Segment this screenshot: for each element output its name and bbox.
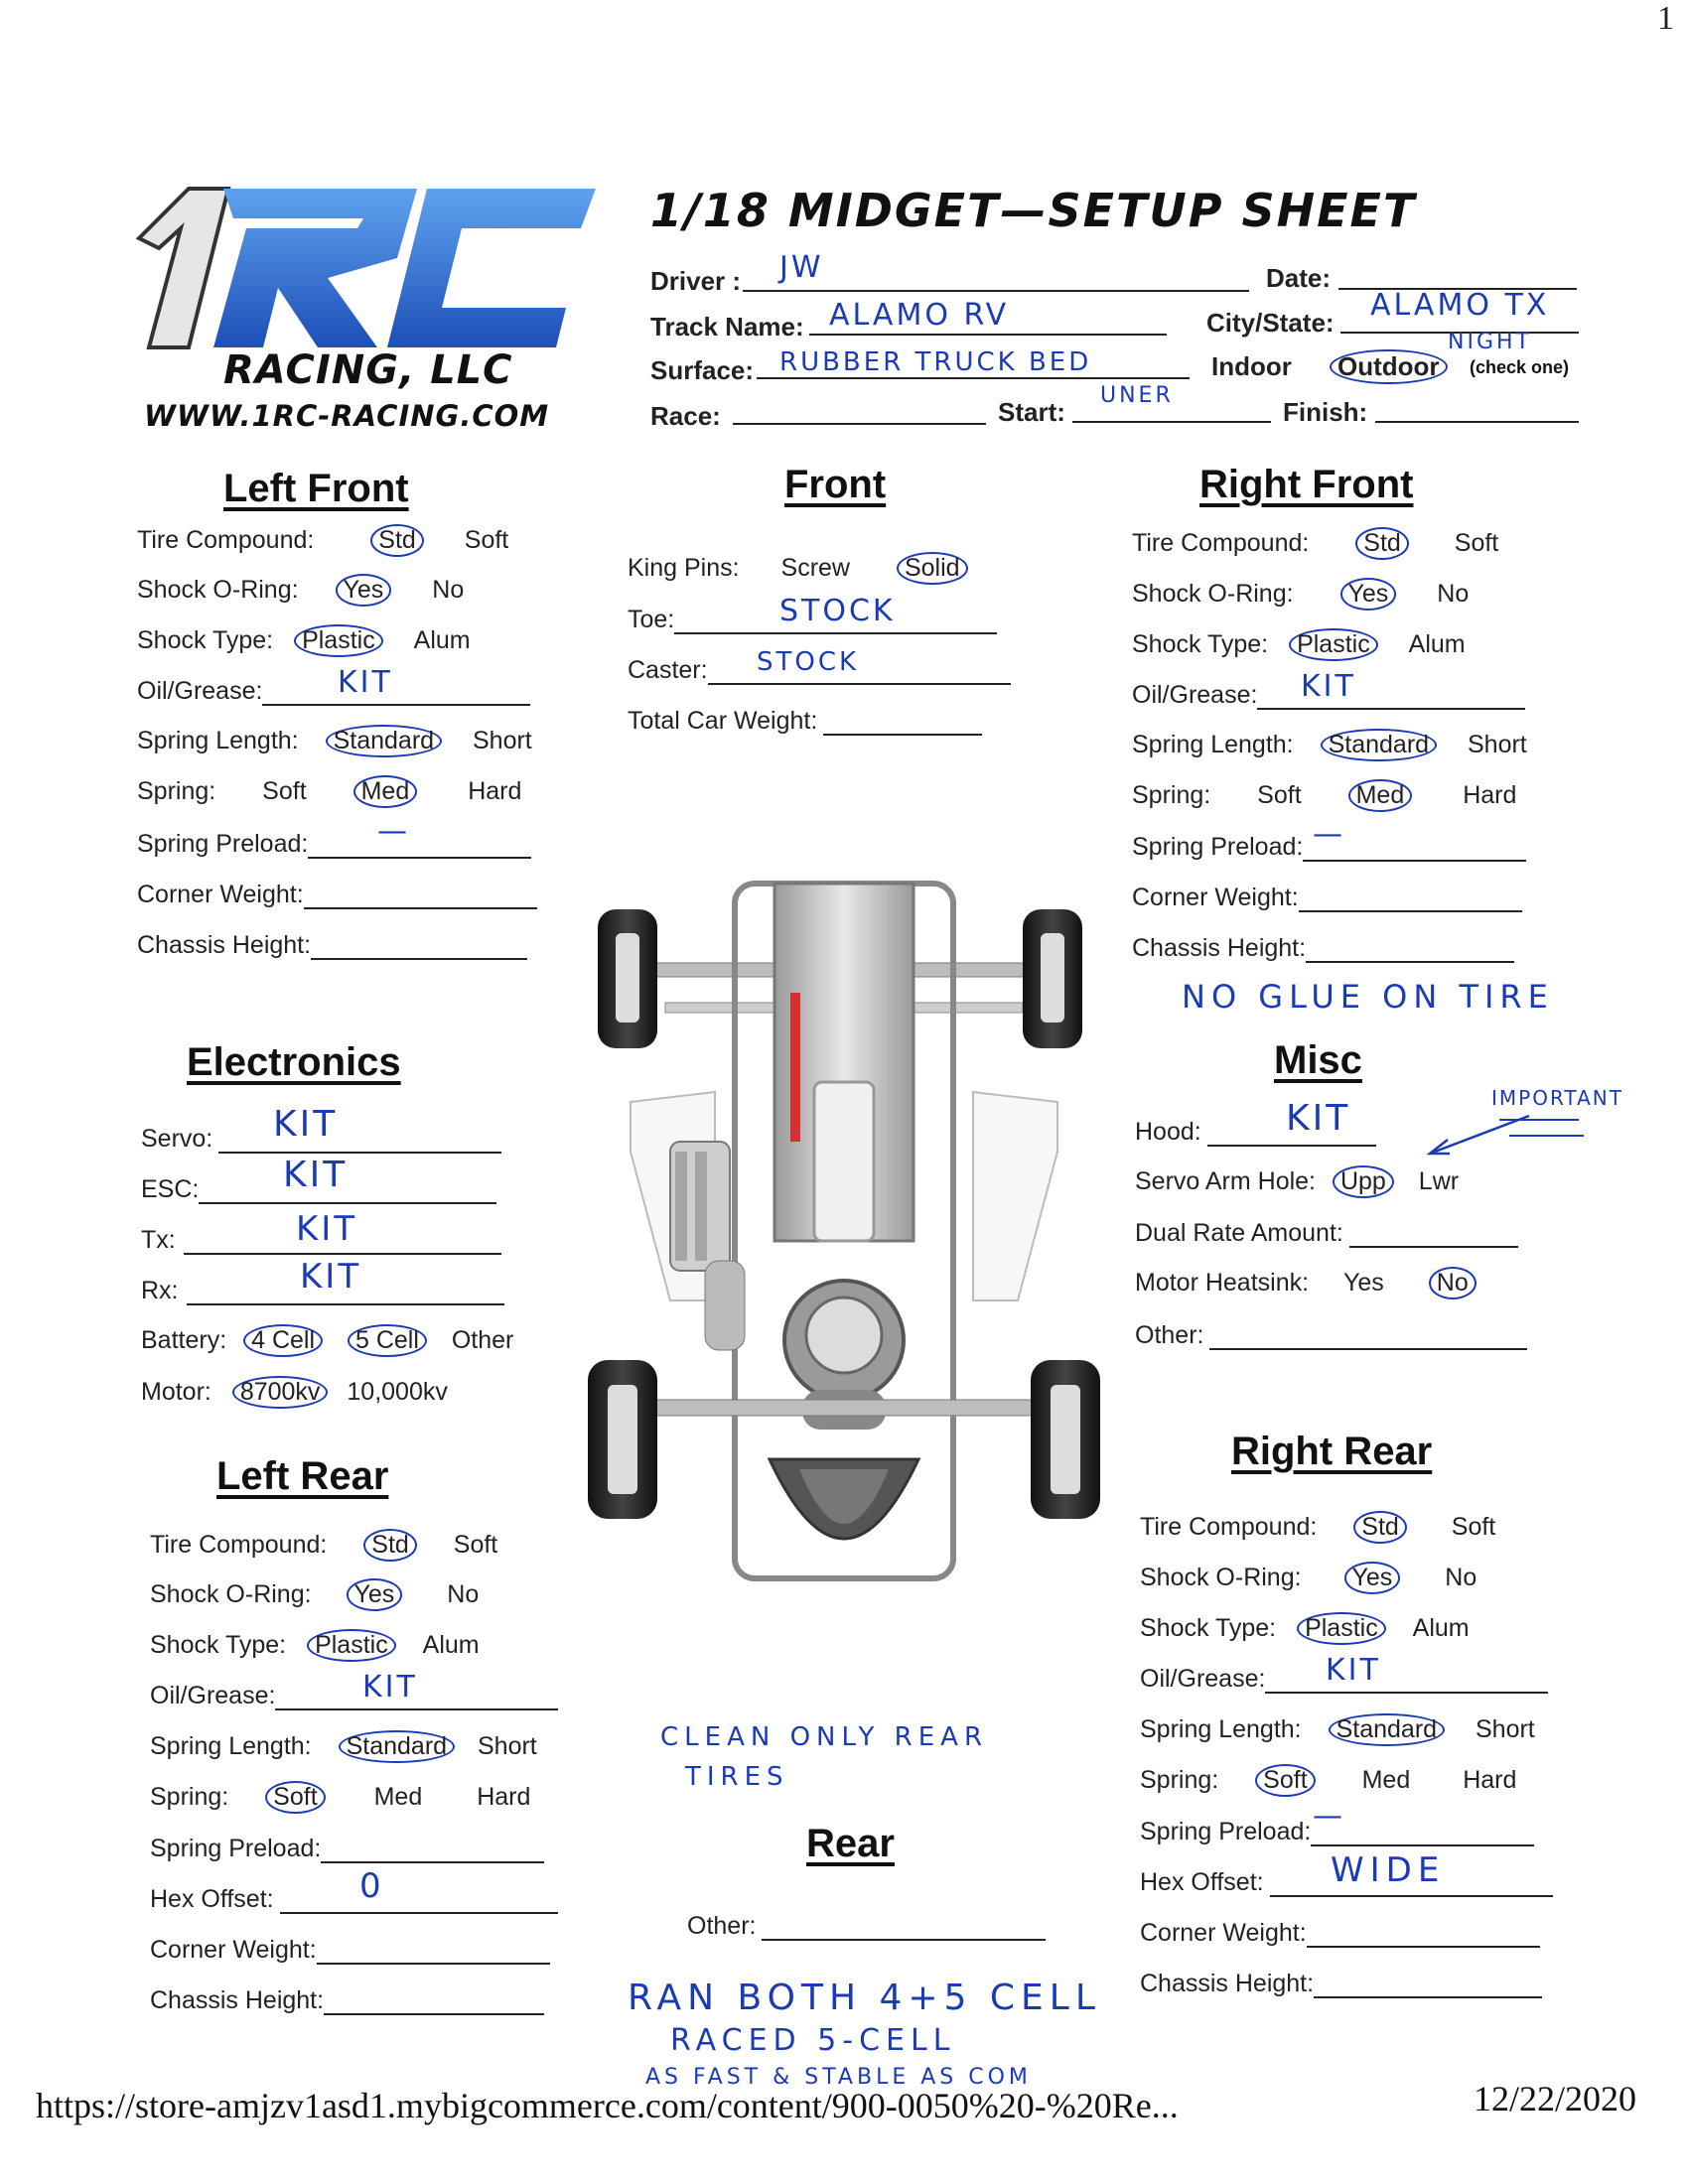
lr-length-short[interactable]: Short — [478, 1732, 537, 1760]
rr-oring-row: Shock O-Ring: Yes No — [1140, 1564, 1477, 1592]
date-field[interactable] — [1338, 258, 1577, 290]
rr-spring-soft[interactable]: Soft — [1255, 1764, 1315, 1797]
lr-hex-field[interactable] — [280, 1886, 558, 1914]
rf-spring-med[interactable]: Med — [1348, 779, 1413, 812]
rr-oil-value: KIT — [1326, 1653, 1381, 1688]
lf-oil-row: Oil/Grease: — [137, 677, 530, 706]
left-rear-title: Left Rear — [216, 1454, 389, 1498]
outdoor-option[interactable] — [1336, 351, 1442, 382]
lf-tire-row: Tire Compound: Std Soft — [137, 526, 508, 555]
lr-length-standard[interactable]: Standard — [339, 1730, 455, 1763]
lr-spring-row: Spring: Soft Med Hard — [150, 1783, 530, 1812]
caster-value: STOCK — [757, 647, 860, 677]
rf-type-alum[interactable]: Alum — [1408, 630, 1466, 658]
lf-oil-field[interactable] — [262, 678, 530, 706]
lf-preload-field[interactable] — [308, 831, 531, 859]
battery-row: Battery: 4 Cell 5 Cell Other — [141, 1326, 513, 1355]
caster-row: Caster: — [628, 656, 1011, 685]
lf-corner-field[interactable] — [304, 882, 537, 909]
rr-preload-value: — — [1313, 1799, 1345, 1834]
battery-other[interactable]: Other — [451, 1326, 514, 1354]
lf-spring-row: Spring: Soft Med Hard — [137, 777, 521, 806]
footer-url[interactable]: https://store-amjzv1asd1.mybigcommerce.com/content/900-0050%20-%20Re... — [36, 2086, 1179, 2125]
front-title: Front — [784, 463, 887, 506]
lr-type-row: Shock Type: Plastic Alum — [150, 1631, 480, 1660]
rf-oring-yes[interactable]: Yes — [1340, 578, 1397, 611]
rf-corner-row: Corner Weight: — [1132, 884, 1522, 912]
footer-date: 12/22/2020 — [1474, 2079, 1637, 2118]
lf-preload-row: Spring Preload: — [137, 830, 531, 859]
lf-spring-hard[interactable]: Hard — [468, 777, 522, 805]
lr-hex-row: Hex Offset: — [150, 1885, 558, 1914]
rf-tire-note: NO GLUE ON TIRE — [1182, 978, 1554, 1016]
rr-hex-value: WIDE — [1331, 1850, 1446, 1890]
check-one-hint: (check one) — [1470, 357, 1570, 377]
driver-label: Driver : — [650, 266, 742, 296]
lr-type-plastic[interactable]: Plastic — [307, 1629, 396, 1662]
midget-car-illustration — [586, 864, 1102, 1598]
company-website: WWW.1RC-RACING.COM — [144, 399, 550, 433]
rr-type-row: Shock Type: Plastic Alum — [1140, 1614, 1470, 1643]
rr-type-plastic[interactable]: Plastic — [1297, 1612, 1386, 1645]
night-note: NIGHT — [1448, 330, 1532, 354]
caster-field[interactable] — [708, 657, 1011, 685]
lr-tire-soft[interactable]: Soft — [453, 1531, 498, 1559]
bottom-note-1: RAN BOTH 4+5 CELL — [628, 1978, 1101, 2018]
lf-type-row: Shock Type: Plastic Alum — [137, 626, 471, 655]
rf-length-short[interactable]: Short — [1468, 731, 1527, 758]
date-label: Date: — [1266, 263, 1332, 293]
rr-chassis-field[interactable] — [1314, 1971, 1542, 1998]
rf-length-standard[interactable]: Standard — [1321, 729, 1437, 761]
lr-spring-hard[interactable]: Hard — [477, 1783, 531, 1811]
lr-tire-row: Tire Compound: Std Soft — [150, 1531, 497, 1560]
lf-type-alum[interactable]: Alum — [413, 626, 471, 654]
lr-chassis-field[interactable] — [324, 1987, 544, 2015]
misc-other-row: Other: — [1135, 1321, 1527, 1350]
rf-corner-field[interactable] — [1299, 885, 1522, 912]
rf-tire-row: Tire Compound: Std Soft — [1132, 529, 1498, 558]
kingpin-solid[interactable]: Solid — [897, 552, 968, 585]
lr-corner-row: Corner Weight: — [150, 1936, 550, 1965]
lf-oring-no[interactable]: No — [432, 576, 465, 604]
right-front-title: Right Front — [1199, 463, 1414, 506]
1rc-logo-icon — [129, 179, 606, 357]
rear-title: Rear — [806, 1822, 895, 1865]
battery-4cell[interactable]: 4 Cell — [243, 1324, 323, 1357]
hood-value: KIT — [1286, 1098, 1351, 1139]
lf-preload-value: — — [377, 814, 410, 849]
rf-spring-hard[interactable]: Hard — [1463, 781, 1517, 809]
lf-oring-row: Shock O-Ring: Yes No — [137, 576, 464, 605]
right-rear-title: Right Rear — [1231, 1430, 1433, 1473]
lr-length-row: Spring Length: Standard Short — [150, 1732, 537, 1761]
track-value: ALAMO RV — [829, 298, 1010, 333]
rr-length-row: Spring Length: Standard Short — [1140, 1715, 1535, 1744]
rr-chassis-row: Chassis Height: — [1140, 1970, 1542, 1998]
rear-note-line1: CLEAN ONLY REAR — [660, 1722, 989, 1752]
battery-5cell[interactable]: 5 Cell — [348, 1324, 427, 1357]
page-number: 1 — [1657, 0, 1674, 37]
rf-type-plastic[interactable]: Plastic — [1289, 628, 1378, 661]
dual-rate-row: Dual Rate Amount: — [1135, 1219, 1518, 1248]
rf-oil-row: Oil/Grease: — [1132, 681, 1525, 710]
rr-length-short[interactable]: Short — [1476, 1715, 1535, 1743]
race-field[interactable] — [733, 393, 986, 425]
kingpin-screw[interactable]: Screw — [780, 554, 850, 582]
tx-row: Tx: — [141, 1226, 501, 1255]
surface-value: RUBBER TRUCK BED — [779, 347, 1092, 377]
lf-spring-soft[interactable]: Soft — [262, 777, 307, 805]
important-note: IMPORTANT — [1491, 1086, 1623, 1110]
toe-value: STOCK — [779, 594, 896, 628]
race-label: Race: — [650, 401, 721, 431]
lr-oil-row: Oil/Grease: — [150, 1682, 558, 1710]
finish-field[interactable] — [1375, 391, 1579, 423]
lr-spring-med[interactable]: Med — [373, 1783, 423, 1811]
bottom-note-2: RACED 5-CELL — [670, 2023, 956, 2058]
start-label: Start: — [998, 397, 1065, 427]
rr-oring-no[interactable]: No — [1445, 1564, 1477, 1591]
lf-chassis-field[interactable] — [311, 932, 527, 960]
toe-row: Toe: — [628, 606, 997, 634]
car-weight-row: Total Car Weight: — [628, 707, 982, 736]
lf-length-short[interactable]: Short — [473, 727, 532, 754]
lr-chassis-row: Chassis Height: — [150, 1986, 544, 2015]
arrow-annotation-icon — [1420, 1112, 1589, 1161]
lr-type-alum[interactable]: Alum — [422, 1631, 480, 1659]
rr-tire-std[interactable]: Std — [1353, 1511, 1407, 1544]
lr-oring-no[interactable]: No — [447, 1580, 480, 1608]
lr-oring-yes[interactable]: Yes — [347, 1578, 403, 1611]
surface-label: Surface: — [650, 355, 755, 385]
rr-tire-row: Tire Compound: Std Soft — [1140, 1513, 1495, 1542]
city-label: City/State: — [1206, 308, 1335, 338]
rear-note-line2: TIRES — [685, 1762, 789, 1792]
lf-chassis-row: Chassis Height: — [137, 931, 527, 960]
servo-arm-lwr[interactable]: Lwr — [1418, 1167, 1460, 1195]
company-logo — [129, 179, 606, 447]
rf-chassis-row: Chassis Height: — [1132, 934, 1514, 963]
lf-oring-yes[interactable]: Yes — [336, 574, 392, 607]
esc-row: ESC: — [141, 1175, 496, 1204]
rf-tire-soft[interactable]: Soft — [1454, 529, 1499, 557]
rf-oring-row: Shock O-Ring: Yes No — [1132, 580, 1469, 609]
lf-tire-std[interactable]: Std — [370, 524, 424, 557]
lr-oring-row: Shock O-Ring: Yes No — [150, 1580, 479, 1609]
rr-preload-row: Spring Preload: — [1140, 1818, 1534, 1846]
servo-arm-upp[interactable]: Upp — [1333, 1165, 1394, 1198]
heatsink-no[interactable]: No — [1429, 1267, 1477, 1299]
rr-tire-soft[interactable]: Soft — [1451, 1513, 1496, 1541]
lf-length-standard[interactable]: Standard — [326, 725, 442, 757]
sheet-title: 1/18 MIDGET—SETUP SHEET — [650, 184, 1417, 237]
rf-tire-std[interactable]: Std — [1355, 527, 1409, 560]
servo-arm-row: Servo Arm Hole: Upp Lwr — [1135, 1167, 1459, 1196]
electronics-title: Electronics — [187, 1040, 401, 1084]
rear-other-field[interactable] — [762, 1913, 1046, 1941]
lr-tire-std[interactable]: Std — [363, 1529, 417, 1562]
city-value: ALAMO TX — [1370, 288, 1550, 323]
rf-spring-soft[interactable]: Soft — [1257, 781, 1302, 809]
lr-oil-value: KIT — [362, 1670, 418, 1705]
outdoor-circled-label: Outdoor — [1330, 349, 1448, 384]
rr-spring-med[interactable]: Med — [1361, 1766, 1411, 1794]
lf-tire-soft[interactable]: Soft — [464, 526, 509, 554]
hood-row: Hood: — [1135, 1118, 1376, 1147]
rr-corner-field[interactable] — [1307, 1920, 1540, 1948]
misc-other-field[interactable] — [1209, 1322, 1527, 1350]
servo-field[interactable] — [218, 1126, 501, 1154]
rr-length-standard[interactable]: Standard — [1329, 1713, 1445, 1746]
rr-oil-row: Oil/Grease: — [1140, 1665, 1548, 1694]
rf-oil-value: KIT — [1301, 669, 1356, 704]
start-value: UNER — [1100, 383, 1174, 408]
lr-spring-soft[interactable]: Soft — [265, 1781, 325, 1814]
rr-spring-hard[interactable]: Hard — [1463, 1766, 1517, 1794]
rear-other-row: Other: — [687, 1912, 1046, 1941]
lf-length-row: Spring Length: Standard Short — [137, 727, 532, 755]
indoor-option[interactable]: Indoor — [1211, 351, 1292, 381]
rf-type-row: Shock Type: Plastic Alum — [1132, 630, 1466, 659]
servo-row: Servo: — [141, 1125, 501, 1154]
left-front-title: Left Front — [223, 467, 409, 510]
heatsink-row: Motor Heatsink: Yes No — [1135, 1269, 1471, 1297]
rf-length-row: Spring Length: Standard Short — [1132, 731, 1527, 759]
motor-8700kv[interactable]: 8700kv — [232, 1376, 329, 1409]
rr-hex-row: Hex Offset: — [1140, 1868, 1553, 1897]
misc-title: Misc — [1274, 1038, 1362, 1082]
rr-oil-field[interactable] — [1265, 1666, 1548, 1694]
rf-spring-row: Spring: Soft Med Hard — [1132, 781, 1516, 810]
motor-row: Motor: 8700kv 10,000kv — [141, 1378, 448, 1407]
company-name: RACING, LLC — [223, 347, 513, 393]
lr-hex-value: 0 — [359, 1866, 384, 1906]
rr-spring-row: Spring: Soft Med Hard — [1140, 1766, 1516, 1795]
lf-spring-med[interactable]: Med — [353, 775, 418, 808]
finish-label: Finish: — [1283, 397, 1368, 427]
rr-corner-row: Corner Weight: — [1140, 1919, 1540, 1948]
track-label: Track Name: — [650, 312, 804, 341]
esc-field[interactable] — [199, 1176, 496, 1204]
lr-preload-row: Spring Preload: — [150, 1835, 544, 1863]
car-weight-field[interactable] — [823, 708, 982, 736]
lr-preload-field[interactable] — [321, 1836, 544, 1863]
rr-oring-yes[interactable]: Yes — [1344, 1562, 1401, 1594]
rx-value: KIT — [300, 1257, 362, 1297]
rf-oring-no[interactable]: No — [1437, 580, 1470, 608]
lf-corner-row: Corner Weight: — [137, 881, 537, 909]
tx-value: KIT — [296, 1209, 358, 1249]
rf-oil-field[interactable] — [1257, 682, 1525, 710]
rf-preload-row: Spring Preload: — [1132, 833, 1526, 862]
lf-type-plastic[interactable]: Plastic — [294, 624, 383, 657]
rf-preload-value: — — [1313, 817, 1345, 852]
lr-corner-field[interactable] — [317, 1937, 550, 1965]
rx-row: Rx: — [141, 1277, 504, 1305]
heatsink-yes[interactable]: Yes — [1343, 1269, 1384, 1297]
servo-value: KIT — [273, 1104, 339, 1145]
esc-value: KIT — [283, 1155, 349, 1195]
bottom-note-3: AS FAST & STABLE AS COM — [645, 2065, 1032, 2090]
dual-rate-field[interactable] — [1349, 1220, 1518, 1248]
lf-oil-value: KIT — [338, 665, 393, 700]
motor-10000kv[interactable]: 10,000kv — [347, 1378, 448, 1406]
rr-type-alum[interactable]: Alum — [1412, 1614, 1470, 1642]
rf-chassis-field[interactable] — [1306, 935, 1514, 963]
kingpin-row: King Pins: Screw Solid — [628, 554, 962, 583]
driver-value: JW — [779, 250, 824, 285]
